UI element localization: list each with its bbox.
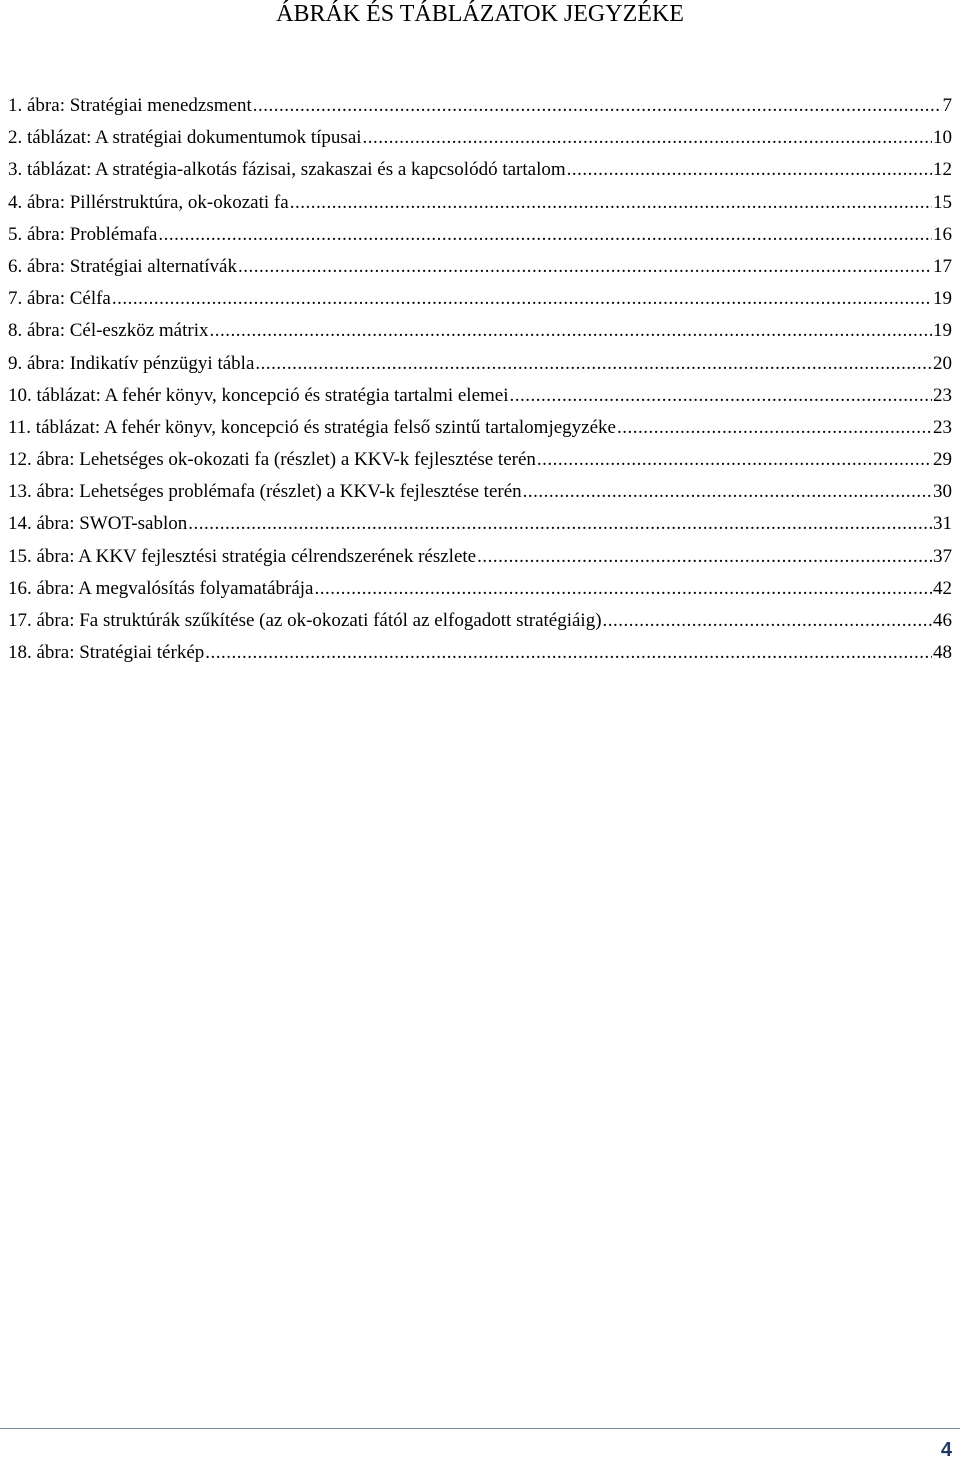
- page-title: ÁBRÁK ÉS TÁBLÁZATOK JEGYZÉKE: [276, 1, 684, 27]
- toc-entry[interactable]: [8, 154, 952, 186]
- toc-entry-page: 12: [933, 159, 952, 181]
- toc-entry-page: 48: [933, 642, 952, 664]
- toc-leader-dots: [510, 380, 933, 412]
- toc-entry-page: 30: [933, 481, 952, 503]
- toc-entry-page: 20: [933, 352, 952, 374]
- footer-divider: [0, 1428, 960, 1429]
- toc-entry-page: 23: [933, 384, 952, 406]
- toc-entry-page: 23: [933, 416, 952, 438]
- toc-entry[interactable]: [8, 219, 952, 251]
- toc-entry-label: 10. táblázat: A fehér könyv, koncepció és stratégia tartalmi elemei: [8, 384, 509, 406]
- toc-leader-dots: [255, 348, 932, 380]
- toc-leader-dots: [158, 219, 932, 251]
- toc-entry[interactable]: [8, 90, 952, 122]
- toc-entry-label: 7. ábra: Célfa: [8, 288, 111, 310]
- toc-entry[interactable]: [8, 637, 952, 669]
- toc-entry-page: 29: [933, 449, 952, 471]
- toc-entry[interactable]: [8, 380, 952, 412]
- toc-leader-dots: [363, 122, 932, 154]
- toc-entry[interactable]: [8, 476, 952, 508]
- toc-entry-label: 13. ábra: Lehetséges problémafa (részlet) a KKV-k fejlesztése terén: [8, 481, 522, 503]
- toc-leader-dots: [567, 154, 932, 186]
- toc-leader-dots: [209, 315, 932, 347]
- toc-entry-label: 5. ábra: Problémafa: [8, 223, 158, 245]
- toc-entry[interactable]: [8, 283, 952, 315]
- toc-leader-dots: [112, 283, 932, 315]
- toc-entry-page: 16: [933, 223, 952, 245]
- toc-entry-label: 18. ábra: Stratégiai térkép: [8, 642, 205, 664]
- toc-entry[interactable]: [8, 187, 952, 219]
- toc-leader-dots: [617, 412, 932, 444]
- toc-entry-label: 6. ábra: Stratégiai alternatívák: [8, 255, 237, 277]
- toc-entry[interactable]: [8, 315, 952, 347]
- table-of-figures: [8, 90, 952, 669]
- toc-entry-label: 14. ábra: SWOT-sablon: [8, 513, 188, 535]
- toc-entry[interactable]: [8, 412, 952, 444]
- toc-leader-dots: [238, 251, 932, 283]
- toc-entry-page: 19: [933, 288, 952, 310]
- toc-leader-dots: [537, 444, 932, 476]
- toc-entry-page: 42: [933, 577, 952, 599]
- toc-entry[interactable]: [8, 444, 952, 476]
- toc-entry-page: 19: [933, 320, 952, 342]
- toc-leader-dots: [205, 637, 932, 669]
- toc-entry-label: 2. táblázat: A stratégiai dokumentumok típusai: [8, 127, 362, 149]
- toc-entry-page: 7: [942, 95, 952, 116]
- toc-entry[interactable]: [8, 508, 952, 540]
- toc-entry-label: 12. ábra: Lehetséges ok-okozati fa (részlet) a KKV-k fejlesztése terén: [8, 449, 536, 471]
- toc-leader-dots: [314, 573, 932, 605]
- toc-entry-page: 46: [933, 610, 952, 631]
- toc-entry-page: 17: [933, 255, 952, 277]
- toc-leader-dots: [290, 187, 932, 219]
- toc-entry[interactable]: [8, 573, 952, 605]
- toc-entry-label: 1. ábra: Stratégiai menedzsment: [8, 95, 252, 116]
- toc-entry-label: 3. táblázat: A stratégia-alkotás fázisai, szakaszai és a kapcsolódó tartalom: [8, 159, 566, 181]
- toc-entry[interactable]: [8, 348, 952, 380]
- toc-entry-label: 8. ábra: Cél-eszköz mátrix: [8, 320, 209, 342]
- toc-leader-dots: [523, 476, 932, 508]
- toc-entry-page: 10: [933, 127, 952, 149]
- toc-leader-dots: [477, 541, 932, 573]
- toc-entry-page: 15: [933, 191, 952, 213]
- toc-entry-label: 16. ábra: A megvalósítás folyamatábrája: [8, 577, 314, 599]
- toc-entry[interactable]: [8, 605, 952, 637]
- toc-leader-dots: [188, 508, 932, 540]
- toc-entry[interactable]: [8, 122, 952, 154]
- toc-entry-page: 31: [933, 513, 952, 535]
- toc-entry-label: 15. ábra: A KKV fejlesztési stratégia célrendszerének részlete: [8, 545, 477, 567]
- toc-entry-page: 37: [933, 545, 952, 567]
- toc-entry-label: 4. ábra: Pillérstruktúra, ok-okozati fa: [8, 191, 289, 213]
- toc-entry[interactable]: [8, 251, 952, 283]
- toc-leader-dots: [253, 90, 942, 122]
- toc-entry-label: 17. ábra: Fa struktúrák szűkítése (az ok-okozati fától az elfogadott stratégiáig): [8, 610, 602, 631]
- toc-entry[interactable]: [8, 541, 952, 573]
- toc-entry-label: 11. táblázat: A fehér könyv, koncepció és stratégia felső szintű tartalomjegyzéke: [8, 416, 616, 438]
- toc-leader-dots: [603, 605, 932, 637]
- toc-entry-label: 9. ábra: Indikatív pénzügyi tábla: [8, 352, 255, 374]
- page-number: 4: [940, 1439, 952, 1461]
